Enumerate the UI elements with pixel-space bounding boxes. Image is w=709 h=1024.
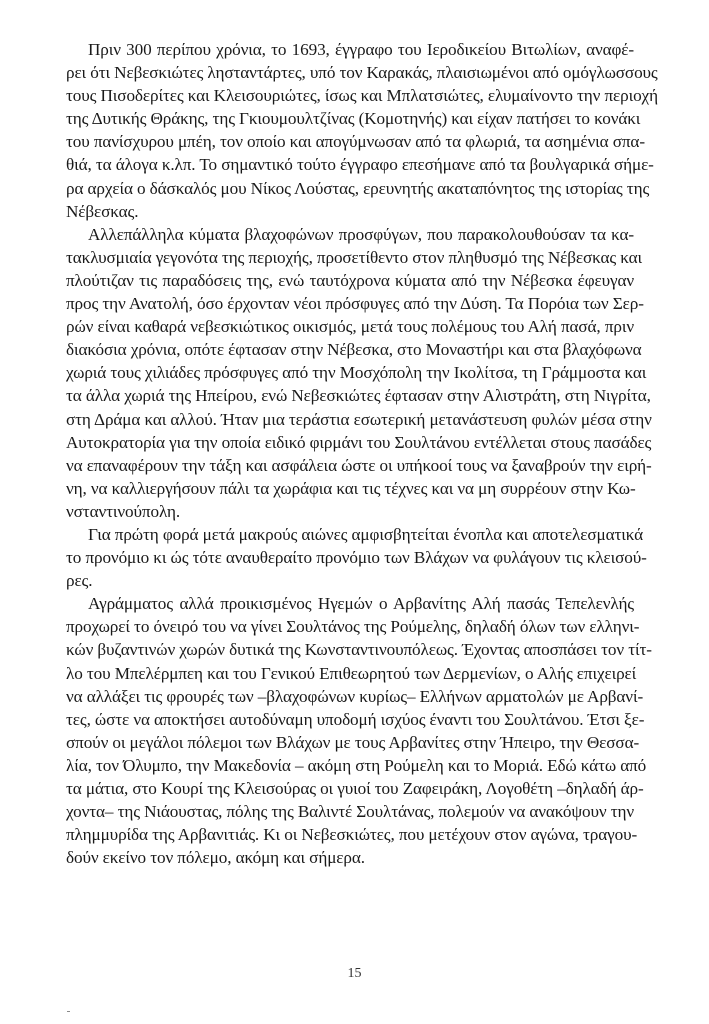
text-line: ρών είναι καθαρά νεβεσκιώτικος οικισμός, μετά τους πολέμους του Αλή πασά, πριν [66,317,634,337]
text-line: στη Δράμα και αλλού. Ήταν μια τεράστια εσωτερική μετανάστευση φυλών μέσα στην [66,409,652,429]
text-line: νσταντινούπολη. [66,501,181,521]
text-line: Αυτοκρατορία για την οποία ειδικό φιρμάνι του Σουλτάνου εντέλλεται στους πασάδες [66,432,652,452]
text-line: Αγράμματος αλλά προικισμένος Ηγεμών ο Αρβανίτης Αλή πασάς Τεπελενλής [88,594,634,614]
text-line: Για πρώτη φορά μετά μακρούς αιώνες αμφισβητείται ένοπλα και αποτελεσματικά [88,524,644,544]
text-line: ρει ότι Νεβεσκιώτες λησταντάρτες, υπό τον Καρακάς, πλαισιωμένοι από ομόγλωσσους [66,63,658,83]
text-line: Νέβεσκας. [66,201,139,221]
paragraph [66,223,652,523]
text-line: τα άλλα χωριά της Ηπείρου, ενώ Νεβεσκιώτες έφτασαν στην Αλιστράτη, στη Νιγρίτα, [66,386,651,406]
text-line: χοντα– της Νιάουστας, πόλης της Βαλιντέ Σουλτάνας, πολεμούν να ανακόψουν την [66,802,635,822]
text-line: της Δυτικής Θράκης, της Γκιουμουλτζίνας (Κομοτηνής) και είχαν πατήσει το κονάκι [66,109,641,129]
text-line: πλημμυρίδα της Αρβανιτιάς. Κι οι Νεβεσκιώτες, που μετέχουν στον αγώνα, τραγου- [66,825,638,845]
text-line: να επαναφέρουν την τάξη και ασφάλεια ώστε οι υπήκοοί τους να ξαναβρούν την ειρή- [66,455,652,475]
text-line: τα μάτια, στο Κουρί της Κλεισούρας οι γυιοί του Ζαφειράκη, Λογοθέτη –δηλαδή άρ- [66,779,644,798]
text-line: να αλλάξει τις φρουρές των –βλαχοφώνων κυρίως– Ελλήνων αρματολών με Αρβανί- [66,686,644,706]
text-line: λία, τον Όλυμπο, την Μακεδονία – ακόμη στη Ρούμελη και το Μοριά. Εδώ κάτω από [66,755,647,775]
paragraph [66,592,652,869]
text-line: διακόσια χρόνια, οπότε έφτασαν στην Νέβεσκα, στο Μοναστήρι και στα βλαχόφωνα [66,340,642,360]
body-text [66,38,658,869]
text-line: Αλλεπάλληλα κύματα βλαχοφώνων προσφύγων, που παρακολουθούσαν τα κα- [88,224,634,244]
text-line: τες, ώστε να αποκτήσει αυτοδύναμη υποδομή ισχύος έναντι του Σουλτάνου. Έτσι ξε- [66,709,645,729]
text-line: προς την Ανατολή, όσο έρχονταν νέοι πρόσφυγες από την Δύση. Τα Πορόια των Σερ- [66,294,644,314]
text-line: του πανίσχυρου μπέη, τον οποίο και απογύμνωσαν από τα φλωριά, τα ασημένια σπα- [66,132,645,152]
text-line: ρες. [66,571,93,591]
text-line: το προνόμιο κι ώς τότε αναυθεραίτο προνόμιο των Βλάχων να φυλάγουν τις κλεισού- [66,548,647,568]
text-line: θιά, τα άλογα κ.λπ. Το σημαντικό τούτο έγγραφο επεσήμανε από τα βουλγαρικά σήμε- [66,155,654,175]
text-line: πλούτιζαν τις παραδόσεις της, ενώ ταυτόχρονα κύματα από την Νέβεσκα έφευγαν [66,270,634,290]
text-line: τους Πισοδερίτες και Κλεισουριώτες, ίσως και Μπλατσιώτες, ελυμαίνοντο την περιοχή [66,86,658,106]
text-line: τακλυσμιαία γεγονότα της περιοχής, προσετίθεντο στον πληθυσμό της Νέβεσκας και [66,247,643,267]
text-line: ρα αρχεία ο δάσκαλός μου Νίκος Λούστας, ερευνητής ακαταπόνητος της ιστορίας της [66,178,650,198]
text-line: χωριά τους χιλιάδες πρόσφυγες από την Μοσχόπολη την Ικολίτσα, τη Γράμμοστα και [66,363,647,383]
paragraph [66,523,647,592]
text-line: κών βυζαντινών χωρών δυτικά της Κωνσταντινουπόλεως. Έχοντας αποσπάσει τον τίτ- [66,640,652,660]
scan-artifact [67,1011,70,1012]
paragraph [66,38,658,223]
text-line: δούν εκείνο τον πόλεμο, ακόμη και σήμερα. [66,848,365,868]
page-number: 15 [347,966,362,981]
text-line: προχωρεί το όνειρό του να γίνει Σουλτάνος της Ρούμελης, δηλαδή όλων των ελληνι- [66,617,640,637]
text-line: λο του Μπελέρμπεη και του Γενικού Επιθεωρητού των Δερμενίων, ο Αλής επιχειρεί [66,663,637,683]
text-line: Πριν 300 περίπου χρόνια, το 1693, έγγραφο του Ιεροδικείου Βιτωλίων, αναφέ- [88,40,634,59]
text-line: σπούν οι μεγάλοι πόλεμοι των Βλάχων με τους Αρβανίτες στην Ήπειρο, την Θεσσα- [66,732,640,752]
text-line: νη, να καλλιεργήσουν πάλι τα χωράφια και τις τέχνες και να μη συρρέουν στην Κω- [66,478,636,498]
